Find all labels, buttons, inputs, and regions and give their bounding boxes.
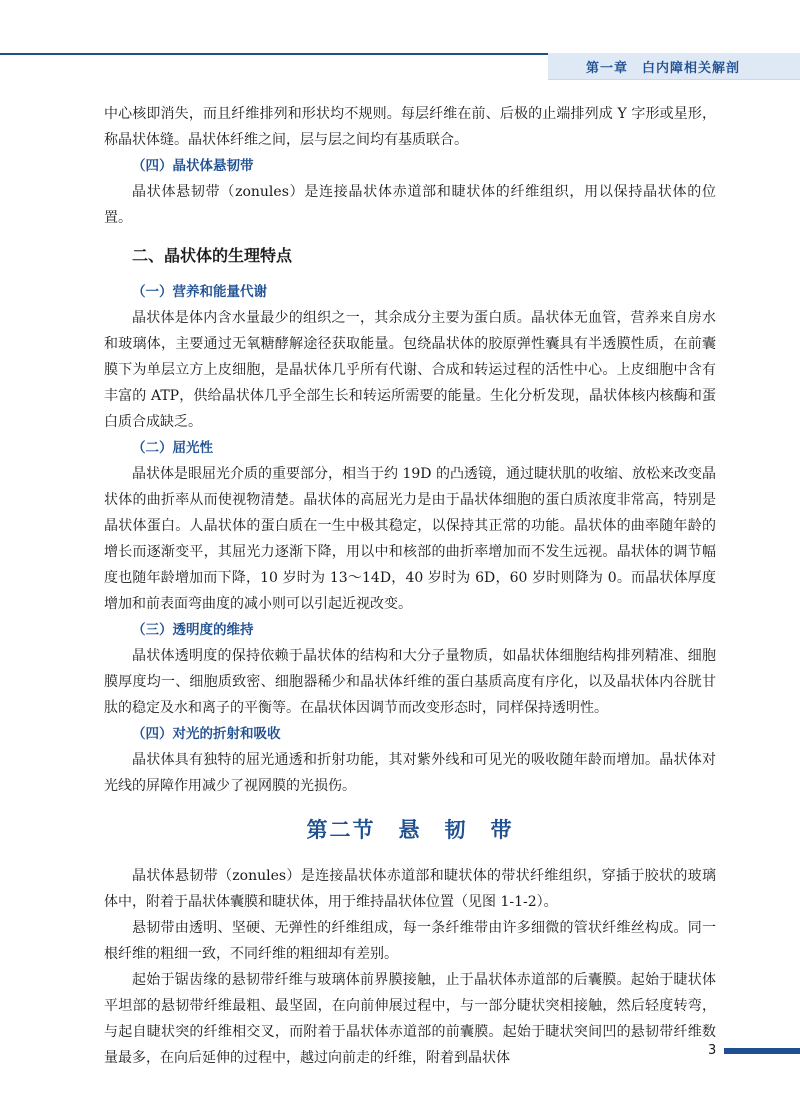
chapter-label: 第一章 白内障相关解剖 — [585, 61, 740, 76]
paragraph: 晶状体是眼屈光介质的重要部分，相当于约 19D 的凸透镜，通过睫状肌的收缩、放松来改变晶状体的曲折率从而使视物清楚。晶状体的高屈光力是由于晶状体细胞的蛋白质浓度非常高，特别是晶状体蛋白。人晶状体的蛋白质在一生中极其稳定，以保持其正常的功能。晶状体的曲率随年龄的增长而逐渐变平，其屈光力逐渐下降，用以中和核部的曲折率增加而不发生远视。晶状体的调节幅度也随年龄增加而下降，10 岁时为 13～14D，40 岁时为 6D，60 岁时则降为 0。而晶状体厚度增加和前表面弯曲度的减小则可以引起近视改变。 — [104, 466, 716, 612]
paragraph: 晶状体具有独特的屈光通透和折射功能，其对紫外线和可见光的吸收随年龄而增加。晶状体对光线的屏障作用减少了视网膜的光损伤。 — [104, 752, 716, 794]
paragraph: 晶状体悬韧带（zonules）是连接晶状体赤道部和睫状体的带状纤维组织，穿插于胶状的玻璃体中，附着于晶状体囊膜和睫状体，用于维持晶状体位置（见图 1-1-2）。 — [104, 868, 716, 910]
subheading-transparency: （三）透明度的维持 — [132, 622, 254, 638]
paragraph: 起始于锯齿缘的悬韧带纤维与玻璃体前界膜接触，止于晶状体赤道部的后囊膜。起始于睫状体平坦部的悬韧带纤维最粗、最坚固，在向前伸展过程中，与一部分睫状突相接触，然后轻度转弯，与起自睫状突的纤维相交叉，而附着于晶状体赤道部的前囊膜。起始于睫状突间凹的悬韧带纤维数量最多，在向后延伸的过程中，越过向前走的纤维，附着到晶状体 — [104, 972, 716, 1066]
paragraph: 晶状体透明度的保持依赖于晶状体的结构和大分子量物质，如晶状体细胞结构排列精准、细胞膜厚度均一、细胞质致密、细胞器稀少和晶状体纤维的蛋白基质高度有序化，以及晶状体内谷胱甘肽的稳定及水和离子的平衡等。在晶状体因调节而改变形态时，同样保持透明性。 — [104, 648, 716, 716]
paragraph: 晶状体悬韧带（zonules）是连接晶状体赤道部和睫状体的纤维组织，用以保持晶状体的位置。 — [104, 184, 716, 226]
paragraph: 中心核即消失，而且纤维排列和形状均不规则。每层纤维在前、后极的止端排列成 Y 字形或星形，称晶状体缝。晶状体纤维之间，层与层之间均有基质联合。 — [104, 106, 716, 148]
page-header — [0, 0, 800, 53]
page-number: 3 — [708, 1043, 717, 1058]
subheading-suspensory-ligament: （四）晶状体悬韧带 — [132, 158, 254, 174]
paragraph: 晶状体是体内含水量最少的组织之一，其余成分主要为蛋白质。晶状体无血管，营养来自房水和玻璃体，主要通过无氧糖酵解途径获取能量。包绕晶状体的胶原弹性囊具有半透膜性质，在前囊膜下为单层立方上皮细胞，是晶状体几乎所有代谢、合成和转运过程的活性中心。上皮细胞中含有丰富的 ATP，供给晶状体几乎全部生长和转运所需要的能量。生化分析发现，晶状体核内核酶和蛋白质合成缺乏。 — [104, 310, 716, 430]
footer-accent-bar — [724, 1048, 800, 1054]
paragraph: 悬韧带由透明、坚硬、无弹性的纤维组成，每一条纤维带由许多细微的管状纤维丝构成。同一根纤维的粗细一致，不同纤维的粗细却有差别。 — [104, 920, 716, 962]
page-body — [104, 101, 716, 1071]
subheading-light-absorption: （四）对光的折射和吸收 — [132, 726, 281, 742]
subheading-refraction: （二）屈光性 — [132, 440, 213, 456]
subheading-nutrition: （一）营养和能量代谢 — [132, 284, 267, 300]
section-heading-physiology: 二、晶状体的生理特点 — [132, 246, 293, 265]
section-title-zonules: 第二节 悬 韧 带 — [306, 818, 514, 842]
